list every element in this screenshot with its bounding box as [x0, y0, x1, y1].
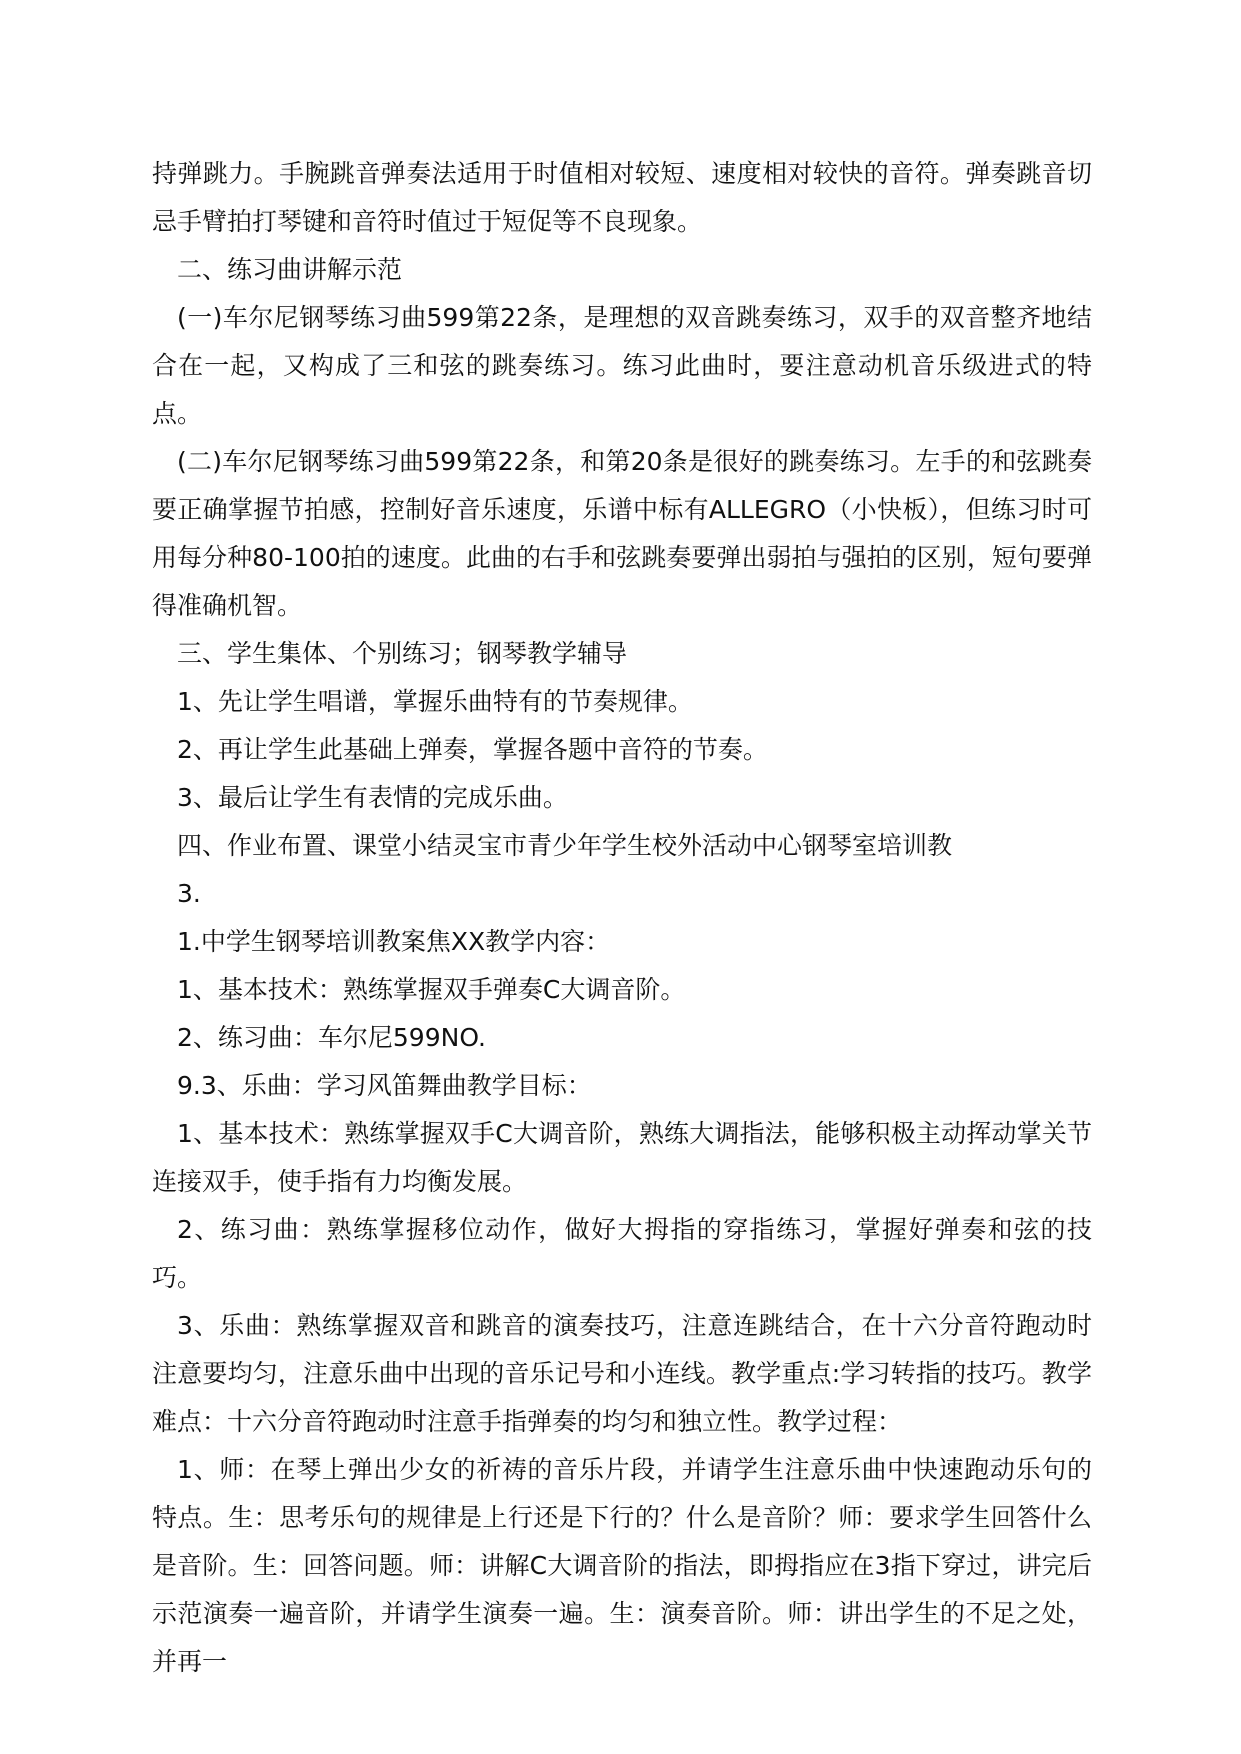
list-item: 2、再让学生此基础上弹奏，掌握各题中音符的节奏。 [177, 735, 768, 764]
section-heading: 四、作业布置、课堂小结灵宝市青少年学生校外活动中心钢琴室培训教 [177, 831, 953, 860]
paragraph: 3. [177, 879, 201, 908]
list-item: 2、练习曲：车尔尼599NO. [177, 1023, 486, 1052]
paragraph: (二)车尔尼钢琴练习曲599第22条，和第20条是很好的跳奏练习。左手的和弦跳奏要正确掌握节拍感，控制好音乐速度，乐谱中标有ALLEGRO（小快板），但练习时可用每分种80-100拍的速度。此曲的右手和弦跳奏要弹出弱拍与强拍的区别，短句要弹得准确机智。 [152, 447, 1092, 620]
paragraph: 持弹跳力。手腕跳音弹奏法适用于时值相对较短、速度相对较快的音符。弹奏跳音切忌手臂拍打琴键和音符时值过于短促等不良现象。 [152, 159, 1092, 236]
section-heading: 三、学生集体、个别练习；钢琴教学辅导 [177, 639, 628, 668]
list-item: 2、练习曲：熟练掌握移位动作，做好大拇指的穿指练习，掌握好弹奏和弦的技巧。 [152, 1215, 1092, 1292]
paragraph: (一)车尔尼钢琴练习曲599第22条，是理想的双音跳奏练习，双手的双音整齐地结合在一起，又构成了三和弦的跳奏练习。练习此曲时，要注意动机音乐级进式的特点。 [152, 303, 1092, 428]
list-item: 1、师：在琴上弹出少女的祈祷的音乐片段，并请学生注意乐曲中快速跑动乐句的特点。生：思考乐句的规律是上行还是下行的？什么是音阶？师：要求学生回答什么是音阶。生：回答问题。师：讲解C大调音阶的指法，即拇指应在3指下穿过，讲完后示范演奏一遍音阶，并请学生演奏一遍。生：演奏音阶。师：讲出学生的不足之处，并再一 [152, 1455, 1092, 1676]
list-item: 9.3、乐曲：学习风笛舞曲教学目标： [177, 1071, 592, 1100]
list-item: 1、基本技术：熟练掌握双手C大调音阶，熟练大调指法，能够积极主动挥动掌关节连接双手，使手指有力均衡发展。 [152, 1119, 1092, 1196]
paragraph: 1.中学生钢琴培训教案焦XX教学内容： [177, 927, 611, 956]
list-item: 1、先让学生唱谱，掌握乐曲特有的节奏规律。 [177, 687, 693, 716]
list-item: 3、最后让学生有表情的完成乐曲。 [177, 783, 568, 812]
section-heading: 二、练习曲讲解示范 [177, 255, 403, 284]
list-item: 1、基本技术：熟练掌握双手弹奏C大调音阶。 [177, 975, 686, 1004]
list-item: 3、乐曲：熟练掌握双音和跳音的演奏技巧，注意连跳结合，在十六分音符跑动时注意要均匀，注意乐曲中出现的音乐记号和小连线。教学重点:学习转指的技巧。教学难点：十六分音符跑动时注意手指弹奏的均匀和独立性。教学过程： [152, 1311, 1092, 1436]
document-page [152, 150, 1092, 1686]
